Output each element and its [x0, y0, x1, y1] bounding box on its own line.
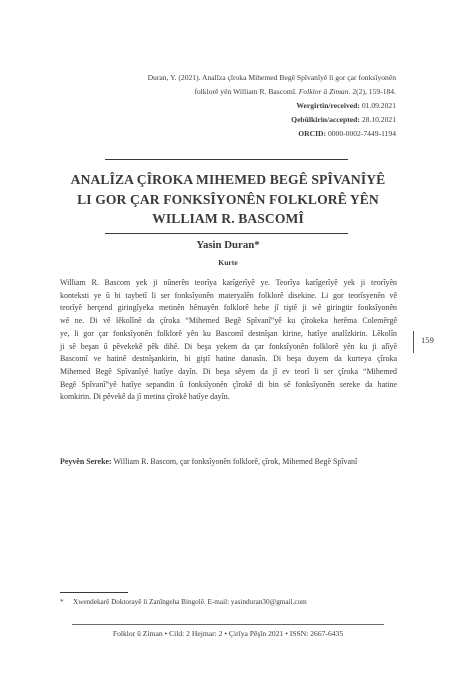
footnote-mark: * [60, 598, 64, 606]
footnote-text: Xwendekarê Doktorayê li Zanîngeha Bingolê. E-mail: yasinduran30@gmail.com [73, 598, 307, 606]
received-value: 01.09.2021 [359, 101, 396, 110]
footnote [60, 597, 396, 607]
article-title-line-2: LI GOR ÇAR FONKSÎYONÊN FOLKLORÊ YÊN [77, 191, 379, 207]
footnote-rule [60, 592, 128, 593]
title-bottom-rule [105, 233, 348, 234]
abstract-line: wê ne. Di vê lêkolînê da çîroka “Mihemed Begê Spîvanî”yê ku çîrokeka herêma Colemêrgê [60, 316, 397, 326]
orcid-label: ORCID: [298, 129, 327, 138]
citation-reference-text: folklorê yên William R. Bascomî. [194, 87, 299, 96]
citation-journal-name: Folklor û Ziman [298, 87, 349, 96]
keywords [60, 456, 397, 468]
accepted-date [60, 113, 396, 127]
abstract-line: Begê Spîvanî”yê hatîye sepandin û fonksîyonên çîrokê di bin sê fonksîyonên sereke da hatine [60, 379, 397, 389]
citation-block [60, 71, 396, 141]
abstract-line: ji sê beşan û pêvekekê pêk dihê. Di beşa yekem da çar fonksîyonên folklorê yên ku ji alîyê [60, 341, 397, 351]
abstract-line: William R. Bascom yek ji nûnerên teorîya karîgerîyê ye. Teorîya karîgerîyê yek ji teorîyên [60, 278, 397, 287]
author-name: Yasin Duran* [196, 239, 260, 251]
abstract-line: komkirin. Di pêvekê da jî metina çîrokê hatîye dayîn. [60, 392, 230, 402]
received-label: Wergirtin/received: [296, 101, 360, 110]
orcid-value: 0000-0002-7449-1194 [326, 129, 396, 138]
title-top-rule-accent [155, 159, 290, 161]
abstract-line: teorîyê herçend giringîyeka metinên hêmayên folklorê hebe jî tiştê ji wê giringtir fonksîyonên [60, 303, 397, 313]
abstract-line: ye, li gor çar fonksîyonên folklorê yên ku Bascomî destnîşan kirine, hatîye analîzkirin. Lêkolîn [60, 328, 397, 338]
abstract-heading: Kurte [218, 258, 238, 267]
orcid [60, 127, 396, 141]
page-number-divider [413, 331, 414, 353]
citation-reference-line-1: Duran, Y. (2021). Analîza çîroka Mihemed Begê Spîvanîyê li gor çar fonksîyonên [147, 73, 396, 82]
received-date [60, 99, 396, 113]
accepted-value: 28.10.2021 [359, 115, 396, 124]
abstract-line: Mihemed Begê Spîvanîyê hatîye dayîn. Di beşa sêyem da jî ev teorî li ser çîroka “Mihemed [60, 366, 397, 376]
accepted-label: Qebûlkirin/accepted: [291, 115, 360, 124]
article-title [60, 170, 396, 229]
keywords-text: William R. Bascom, çar fonksîyonên folklorê, çîrok, Mihemed Begê Spîvanî [111, 457, 358, 466]
page-number: 159 [421, 335, 434, 345]
abstract-line: Bascomî ve hatinê destnîşankirin, bi giştî hatine danasîn. Di beşa duyem da kurteya çîroka [60, 354, 397, 364]
article-title-line-3: WILLIAM R. BASCOMÎ [152, 211, 304, 226]
citation-volume-pages: . 2(2), 159-184. [348, 87, 396, 96]
abstract-line: konteksti ye û bi taybetî li ser fonksîyonên materyalên folklorê disekine. Li gor teorîsyenên vê [60, 290, 397, 300]
keywords-label: Peyvên Sereke: [60, 457, 112, 466]
abstract [60, 277, 397, 404]
footer-rule [72, 624, 384, 625]
journal-footer: Folklor û Ziman • Cild: 2 Hejmar: 2 • Çirîya Pêşîn 2021 • ISSN: 2667-6435 [112, 629, 344, 638]
citation-reference-line-2 [60, 85, 396, 99]
article-title-line-1: ANALÎZA ÇÎROKA MIHEMED BEGÊ SPÎVANÎYÊ [70, 172, 386, 187]
